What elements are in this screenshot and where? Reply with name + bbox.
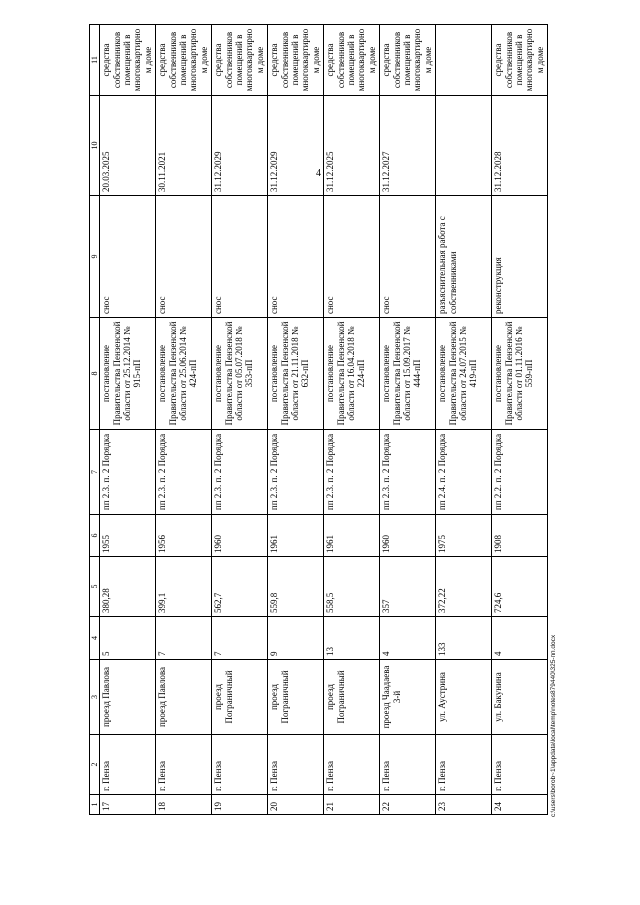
clause-cell: пп 2.3. п. 2 Порядка — [324, 430, 380, 515]
table-row — [436, 25, 492, 815]
street-cell: проезд Пограничный — [268, 660, 324, 735]
funding-source-cell: средства собственников помещений в многоквартирном доме — [156, 25, 212, 96]
year-cell: 1961 — [324, 515, 380, 557]
table-body — [90, 25, 548, 815]
deadline-cell: 31.12.2027 — [380, 96, 436, 196]
column-number: 10 — [90, 96, 100, 196]
street-cell: проезд Пограничный — [212, 660, 268, 735]
clause-cell: пп 2.3. п. 2 Порядка — [380, 430, 436, 515]
area-cell: 558,5 — [324, 557, 380, 617]
row-number: 19 — [212, 795, 268, 815]
deadline-cell: 31.12.2029 — [268, 96, 324, 196]
action-cell: реконструкция — [492, 196, 548, 318]
house-number-cell: 9 — [268, 617, 324, 660]
city-cell: г. Пенза — [324, 735, 380, 795]
column-number: 7 — [90, 430, 100, 515]
area-cell: 562,7 — [212, 557, 268, 617]
city-cell: г. Пенза — [380, 735, 436, 795]
city-cell: г. Пенза — [212, 735, 268, 795]
funding-source-cell: средства собственников помещений в многоквартирном доме — [380, 25, 436, 96]
area-cell: 372,22 — [436, 557, 492, 617]
column-number: 2 — [90, 735, 100, 795]
house-number-cell: 7 — [212, 617, 268, 660]
funding-source-cell: средства собственников помещений в многоквартирном доме — [100, 25, 156, 96]
action-cell: снос — [156, 196, 212, 318]
column-number: 9 — [90, 196, 100, 318]
area-cell: 724,6 — [492, 557, 548, 617]
funding-source-cell: средства собственников помещений в многоквартирном доме — [212, 25, 268, 96]
house-number-cell: 4 — [380, 617, 436, 660]
area-cell: 380,28 — [100, 557, 156, 617]
houses-table — [89, 24, 548, 815]
year-cell: 1960 — [212, 515, 268, 557]
row-number: 22 — [380, 795, 436, 815]
clause-cell: пп 2.4. п. 2 Порядка — [436, 430, 492, 515]
year-cell: 1975 — [436, 515, 492, 557]
action-cell: снос — [212, 196, 268, 318]
year-cell: 1955 — [100, 515, 156, 557]
house-number-cell: 5 — [100, 617, 156, 660]
table-row — [324, 25, 380, 815]
action-cell: снос — [324, 196, 380, 318]
year-cell: 1961 — [268, 515, 324, 557]
column-number: 6 — [90, 515, 100, 557]
street-cell: проезд Чаадаева 3-й — [380, 660, 436, 735]
column-number: 5 — [90, 557, 100, 617]
file-path-footer: c:\users\borob~1\appdata\local\temp\notes879440\325-пп.docx — [550, 634, 557, 817]
action-cell: снос — [268, 196, 324, 318]
house-number-cell: 4 — [492, 617, 548, 660]
column-number: 4 — [90, 617, 100, 660]
clause-cell: пп 2.3. п. 2 Порядка — [156, 430, 212, 515]
table-row — [380, 25, 436, 815]
decree-cell: постановление Правительства Пензенской области от 15.09.2017 № 444-пП — [380, 318, 436, 430]
column-number: 3 — [90, 660, 100, 735]
table-row — [100, 25, 156, 815]
row-number: 18 — [156, 795, 212, 815]
area-cell: 559,8 — [268, 557, 324, 617]
year-cell: 1956 — [156, 515, 212, 557]
city-cell: г. Пенза — [156, 735, 212, 795]
city-cell: г. Пенза — [436, 735, 492, 795]
action-cell: снос — [380, 196, 436, 318]
rotated-table-container — [89, 25, 601, 815]
action-cell: разъяснительная работа с собственниками — [436, 196, 492, 318]
decree-cell: постановление Правительства Пензенской области от 25.06.2014 № 424-пП — [156, 318, 212, 430]
house-number-cell: 133 — [436, 617, 492, 660]
column-number: 11 — [90, 25, 100, 96]
year-cell: 1908 — [492, 515, 548, 557]
street-cell: проезд Пограничный — [324, 660, 380, 735]
street-cell: ул. Бакунина — [492, 660, 548, 735]
decree-cell: постановление Правительства Пензенской области от 21.11.2018 № 632-пП — [268, 318, 324, 430]
area-cell: 357 — [380, 557, 436, 617]
clause-cell: пп 2.3. п. 2 Порядка — [268, 430, 324, 515]
deadline-cell: 20.03.2025 — [100, 96, 156, 196]
funding-source-cell: средства собственников помещений в многоквартирном доме — [268, 25, 324, 96]
funding-source-cell — [436, 25, 492, 96]
clause-cell: пп 2.2. п. 2 Порядка — [492, 430, 548, 515]
clause-cell: пп 2.3. п. 2 Порядка — [212, 430, 268, 515]
deadline-cell: 31.12.2028 — [492, 96, 548, 196]
funding-source-cell: средства собственников помещений в многоквартирном доме — [324, 25, 380, 96]
column-number: 1 — [90, 795, 100, 815]
table-row — [156, 25, 212, 815]
decree-cell: постановление Правительства Пензенской области от 16.04.2018 № 224-пП — [324, 318, 380, 430]
street-cell: проезд Павлова — [156, 660, 212, 735]
decree-cell: постановление Правительства Пензенской области от 01.11.2016 № 559-пП — [492, 318, 548, 430]
decree-cell: постановление Правительства Пензенской области от 05.07.2018 № 353-пП — [212, 318, 268, 430]
deadline-cell: 31.12.2025 — [324, 96, 380, 196]
street-cell: ул. Аустрина — [436, 660, 492, 735]
row-number: 21 — [324, 795, 380, 815]
table-row — [268, 25, 324, 815]
city-cell: г. Пенза — [100, 735, 156, 795]
city-cell: г. Пенза — [492, 735, 548, 795]
column-number-row — [90, 25, 100, 815]
column-number: 8 — [90, 318, 100, 430]
table-row — [212, 25, 268, 815]
house-number-cell: 7 — [156, 617, 212, 660]
page-number: 4 — [316, 168, 321, 179]
deadline-cell — [436, 96, 492, 196]
row-number: 23 — [436, 795, 492, 815]
city-cell: г. Пенза — [268, 735, 324, 795]
year-cell: 1960 — [380, 515, 436, 557]
row-number: 17 — [100, 795, 156, 815]
street-cell: проезд Павлова — [100, 660, 156, 735]
clause-cell: пп 2.3. п. 2 Порядка — [100, 430, 156, 515]
decree-cell: постановление Правительства Пензенской области от 25.12.2014 № 915-пП — [100, 318, 156, 430]
house-number-cell: 13 — [324, 617, 380, 660]
deadline-cell: 30.11.2021 — [156, 96, 212, 196]
decree-cell: постановление Правительства Пензенской области от 24.07.2015 № 419-пП — [436, 318, 492, 430]
area-cell: 399,1 — [156, 557, 212, 617]
deadline-cell: 31.12.2029 — [212, 96, 268, 196]
action-cell: снос — [100, 196, 156, 318]
table-row — [492, 25, 548, 815]
row-number: 20 — [268, 795, 324, 815]
row-number: 24 — [492, 795, 548, 815]
funding-source-cell: средства собственников помещений в многоквартирном доме — [492, 25, 548, 96]
